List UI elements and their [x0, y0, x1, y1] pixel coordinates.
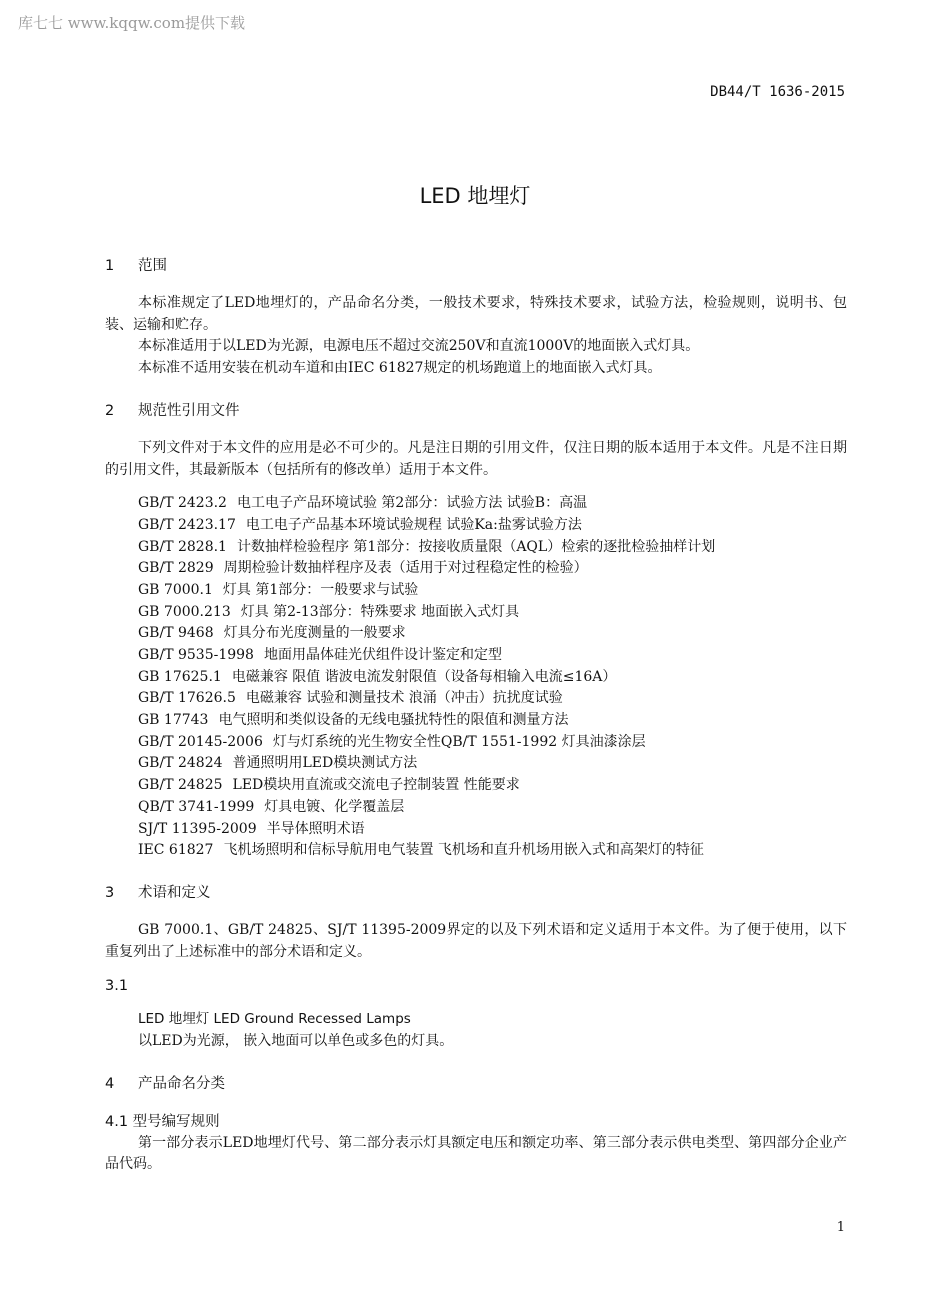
- reference-item: [138, 819, 847, 841]
- reference-item: [138, 775, 847, 797]
- reference-title: 电气照明和类似设备的无线电骚扰特性的限值和测量方法: [218, 712, 569, 729]
- reference-title: 电工电子产品基本环境试验规程 试验Ka:盐雾试验方法: [245, 516, 582, 533]
- paragraph: 本标准规定了LED地埋灯的，产品命名分类，一般技术要求，特殊技术要求，试验方法，检验规则，说明书、包装、运输和贮存。: [105, 295, 847, 333]
- reference-title: 普通照明用LED模块测试方法: [232, 755, 418, 772]
- paragraph: 下列文件对于本文件的应用是必不可少的。凡是注日期的引用文件，仅注日期的版本适用于本文件。凡是不注日期的引用文件，其最新版本（包括所有的修改单）适用于本文件。: [105, 439, 847, 478]
- section-number: 3: [105, 884, 115, 901]
- paragraph: 本标准不适用安装在机动车道和由IEC 61827规定的机场跑道上的地面嵌入式灯具。: [138, 360, 662, 377]
- standard-code: DB44/T 1636-2015: [710, 84, 845, 100]
- term-name: LED 地埋灯 LED Ground Recessed Lamps: [138, 1011, 411, 1028]
- term-definition: 以LED为光源， 嵌入地面可以单色或多色的灯具。: [138, 1033, 454, 1050]
- reference-title: 灯具 第2-13部分：特殊要求 地面嵌入式灯具: [240, 603, 520, 620]
- reference-item: [138, 623, 847, 645]
- reference-item: [138, 753, 847, 775]
- reference-code: IEC 61827: [138, 842, 214, 859]
- reference-code: GB/T 20145-2006: [138, 733, 263, 750]
- download-watermark: 库七七 www.kqqw.com提供下载: [18, 14, 246, 32]
- reference-title: 半导体照明术语: [266, 820, 365, 837]
- reference-title: 地面用晶体硅光伏组件设计鉴定和定型: [263, 647, 502, 664]
- subsection-number: 3.1: [105, 978, 129, 995]
- reference-item: [138, 602, 847, 624]
- reference-title: 灯具电镀、化学覆盖层: [264, 798, 405, 815]
- page-number: 1: [836, 1220, 845, 1235]
- section-1-heading: [105, 255, 847, 277]
- reference-item: [138, 537, 847, 559]
- reference-title: 电磁兼容 试验和测量技术 浪涌（冲击）抗扰度试验: [245, 690, 563, 707]
- section-title: 产品命名分类: [138, 1075, 225, 1092]
- reference-code: GB/T 24824: [138, 755, 223, 772]
- document-body: [105, 255, 847, 1176]
- section-title: 规范性引用文件: [138, 402, 240, 419]
- reference-code: GB 17743: [138, 712, 209, 729]
- reference-code: GB 17625.1: [138, 668, 222, 685]
- reference-title: 计数抽样检验程序 第1部分：按接收质量限（AQL）检索的逐批检验抽样计划: [236, 538, 716, 555]
- reference-item: [138, 558, 847, 580]
- section-title: 范围: [138, 258, 167, 274]
- section-title: 术语和定义: [138, 884, 211, 901]
- reference-title: LED模块用直流或交流电子控制装置 性能要求: [232, 777, 520, 794]
- paragraph: 本标准适用于以LED为光源，电源电压不超过交流250V和直流1000V的地面嵌入式灯具。: [138, 338, 700, 355]
- section-4-heading: [105, 1073, 847, 1095]
- paragraph: GB 7000.1、GB/T 24825、SJ/T 11395-2009界定的以及下列术语和定义适用于本文件。为了便于使用，以下重复列出了上述标准中的部分术语和定义。: [105, 921, 847, 960]
- reference-code: GB 7000.213: [138, 603, 231, 620]
- reference-code: GB/T 2828.1: [138, 538, 227, 555]
- section-number: 4: [105, 1075, 115, 1092]
- section-number: 1: [105, 258, 115, 274]
- section-3-heading: [105, 882, 847, 904]
- reference-item: [138, 645, 847, 667]
- reference-title: 灯具分布光度测量的一般要求: [223, 625, 406, 642]
- reference-code: GB 7000.1: [138, 581, 213, 598]
- reference-item: [138, 732, 847, 754]
- reference-title: 灯与灯系统的光生物安全性QB/T 1551-1992 灯具油漆涂层: [272, 733, 646, 750]
- document-title: LED 地埋灯: [419, 184, 531, 208]
- reference-title: 飞机场照明和信标导航用电气装置 飞机场和直升机场用嵌入式和高架灯的特征: [223, 842, 704, 859]
- reference-code: GB/T 9535-1998: [138, 647, 254, 664]
- reference-title: 周期检验计数抽样程序及表（适用于对过程稳定性的检验）: [223, 560, 588, 577]
- reference-code: GB/T 2829: [138, 560, 214, 577]
- paragraph: 第一部分表示LED地埋灯代号、第二部分表示灯具额定电压和额定功率、第三部分表示供电类型、第四部分企业产品代码。: [105, 1134, 847, 1173]
- reference-title: 灯具 第1部分：一般要求与试验: [222, 581, 419, 598]
- reference-code: GB/T 2423.17: [138, 516, 236, 533]
- subsection-title: 4.1 型号编写规则: [105, 1113, 220, 1130]
- subsection-3-1-heading: [105, 975, 847, 997]
- section-number: 2: [105, 402, 115, 419]
- reference-item: [138, 840, 847, 862]
- reference-item: [138, 493, 847, 515]
- subsection-4-1-heading: [105, 1111, 847, 1133]
- reference-code: GB/T 2423.2: [138, 495, 227, 512]
- reference-title: 电磁兼容 限值 谐波电流发射限值（设备每相输入电流≤16A）: [231, 668, 617, 685]
- reference-item: [138, 667, 847, 689]
- reference-item: [138, 515, 847, 537]
- reference-code: SJ/T 11395-2009: [138, 820, 257, 837]
- reference-item: [138, 710, 847, 732]
- reference-item: [138, 797, 847, 819]
- reference-item: [138, 580, 847, 602]
- reference-code: GB/T 9468: [138, 625, 214, 642]
- reference-code: GB/T 17626.5: [138, 690, 236, 707]
- reference-list: [105, 493, 847, 862]
- reference-code: GB/T 24825: [138, 777, 223, 794]
- reference-title: 电工电子产品环境试验 第2部分：试验方法 试验B：高温: [236, 495, 588, 512]
- section-2-heading: [105, 400, 847, 422]
- reference-item: [138, 688, 847, 710]
- reference-code: QB/T 3741-1999: [138, 798, 255, 815]
